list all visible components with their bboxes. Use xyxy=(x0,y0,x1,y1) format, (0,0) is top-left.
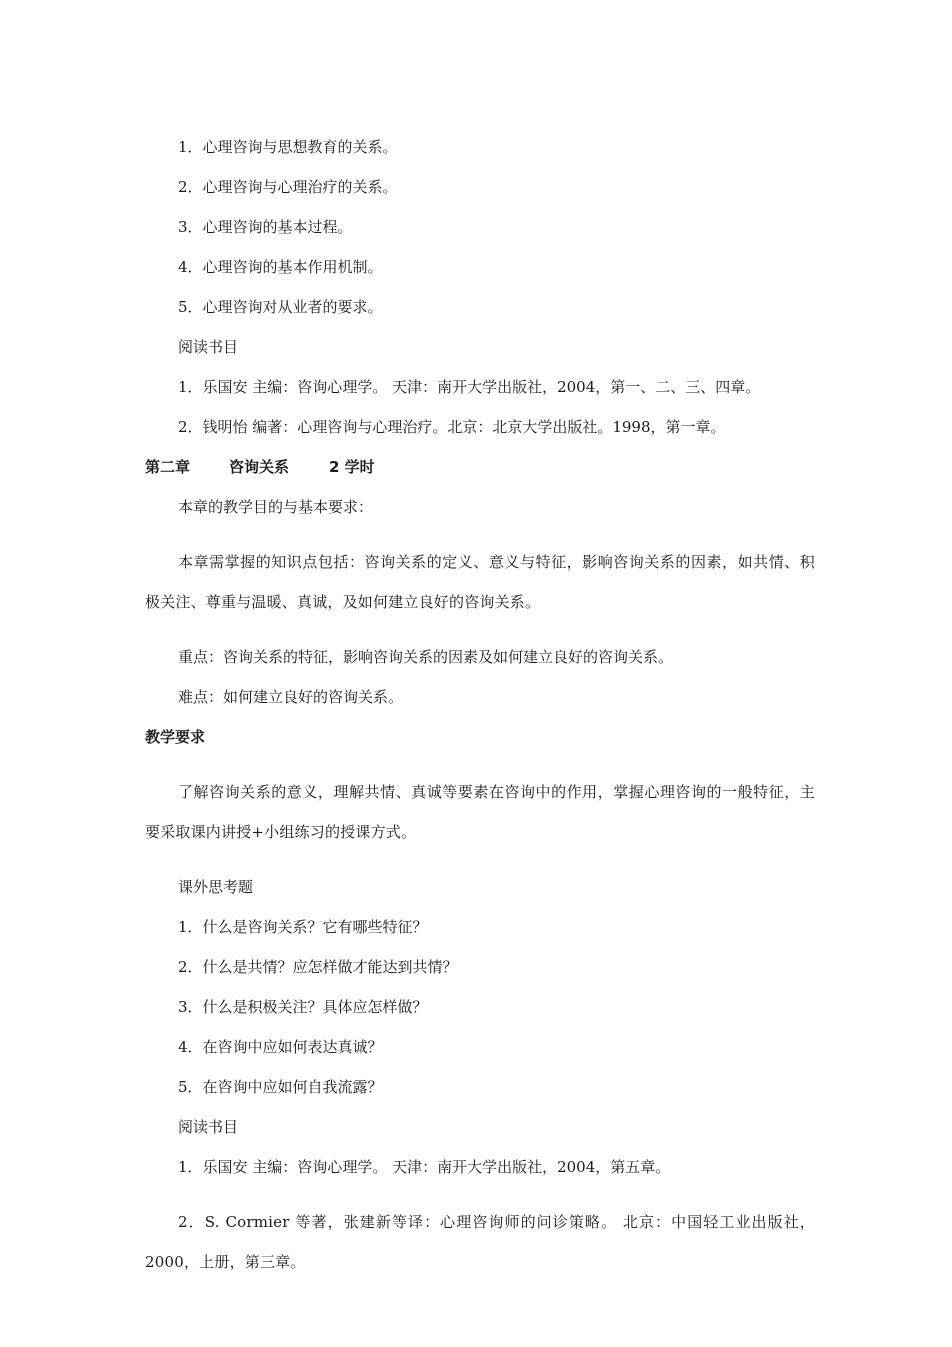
reading-list-title: 阅读书目 xyxy=(178,1118,239,1136)
reading-item: 1．乐国安 主编：咨询心理学。 天津：南开大学出版社，2004，第五章。 xyxy=(178,1158,671,1176)
document-body xyxy=(145,127,815,1297)
questions-title: 课外思考题 xyxy=(178,878,254,896)
reading-item: 2．钱明怡 编著：心理咨询与心理治疗。北京：北京大学出版社。1998，第一章。 xyxy=(178,418,726,436)
question-item: 3．什么是积极关注？具体应怎样做？ xyxy=(178,998,428,1016)
question-item: 5．心理咨询对从业者的要求。 xyxy=(178,298,383,316)
chapter-label: 第二章 xyxy=(145,458,191,476)
key-points: 重点：咨询关系的特征，影响咨询关系的因素及如何建立良好的咨询关系。 xyxy=(178,648,674,666)
chapter-hours: 2 学时 xyxy=(329,458,375,476)
chapter-title: 咨询关系 xyxy=(229,458,290,476)
teaching-requirements-text: 了解咨询关系的意义，理解共情、真诚等要素在咨询中的作用，掌握心理咨询的一般特征，主要采取课内讲授+小组练习的授课方式。 xyxy=(145,783,815,841)
question-item: 4．在咨询中应如何表达真诚？ xyxy=(178,1038,383,1056)
reading-item: 2．S. Cormier 等著，张建新等译：心理咨询师的问诊策略。 北京：中国轻工业出版社，2000，上册，第三章。 xyxy=(145,1213,815,1271)
reading-list-title: 阅读书目 xyxy=(178,338,239,356)
reading-item: 1．乐国安 主编：咨询心理学。 天津：南开大学出版社，2004，第一、二、三、四章。 xyxy=(178,378,761,396)
question-item: 5．在咨询中应如何自我流露？ xyxy=(178,1078,383,1096)
teaching-requirements-heading: 教学要求 xyxy=(145,728,206,746)
question-item: 1．心理咨询与思想教育的关系。 xyxy=(178,138,398,156)
question-item: 4．心理咨询的基本作用机制。 xyxy=(178,258,383,276)
knowledge-points: 本章需掌握的知识点包括：咨询关系的定义、意义与特征，影响咨询关系的因素，如共情、积极关注、尊重与温暖、真诚，及如何建立良好的咨询关系。 xyxy=(145,553,815,611)
question-item: 2．什么是共情？应怎样做才能达到共情？ xyxy=(178,958,458,976)
question-item: 1．什么是咨询关系？它有哪些特征？ xyxy=(178,918,428,936)
question-item: 2．心理咨询与心理治疗的关系。 xyxy=(178,178,398,196)
chapter-heading xyxy=(145,447,815,487)
difficulties: 难点：如何建立良好的咨询关系。 xyxy=(178,688,404,706)
question-item: 3．心理咨询的基本过程。 xyxy=(178,218,353,236)
objectives-label: 本章的教学目的与基本要求： xyxy=(178,498,374,516)
